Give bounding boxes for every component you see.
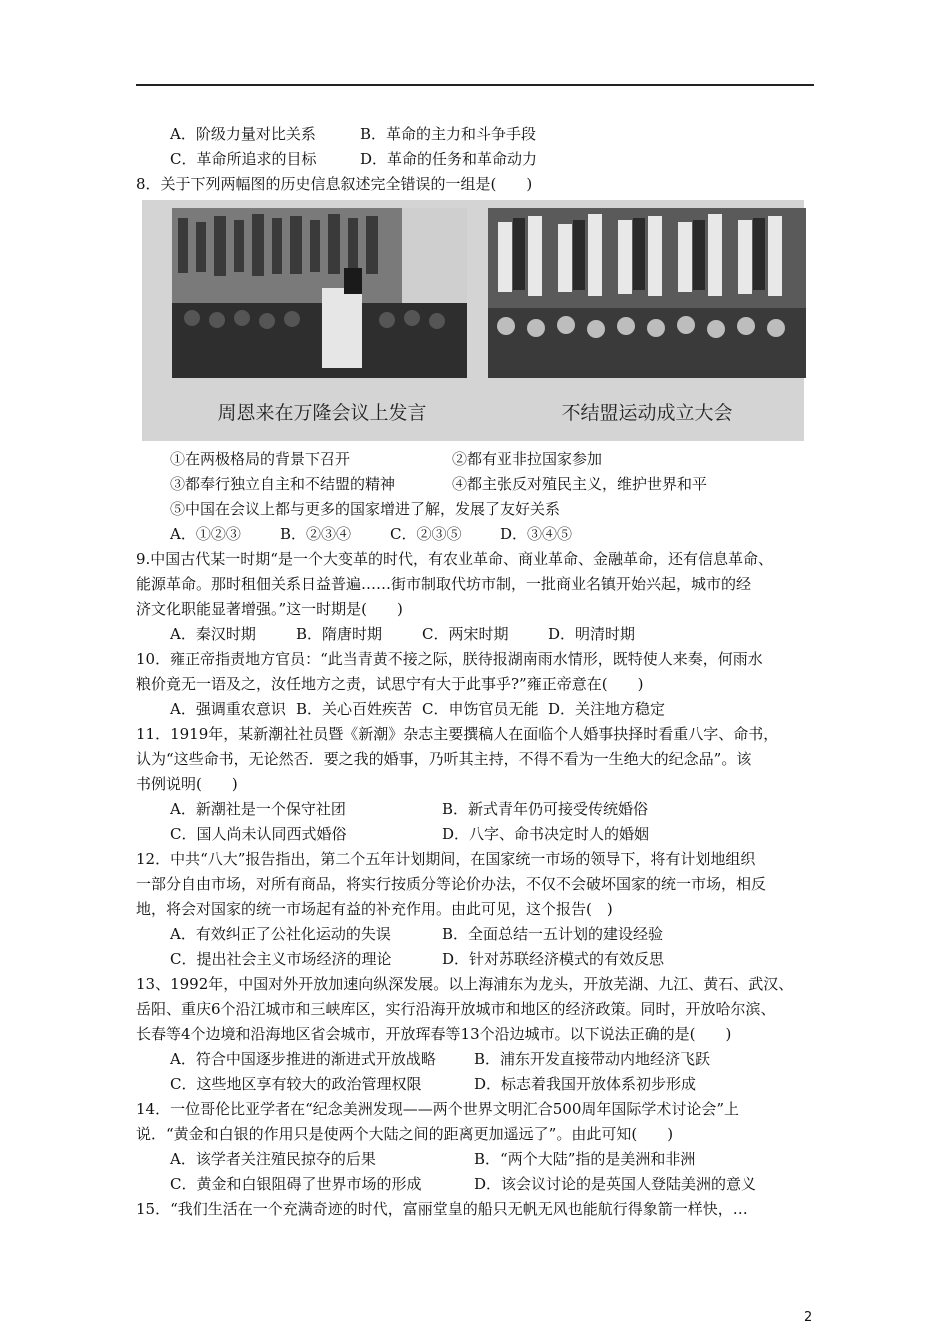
q14-options-row-2 — [136, 1172, 826, 1197]
q7-option-b[interactable]: B．革命的主力和斗争手段 — [360, 125, 537, 143]
q12-option-a[interactable]: A．有效纠正了公社化运动的失误 — [170, 925, 391, 943]
q7-option-c[interactable]: C．革命所追求的目标 — [170, 150, 317, 168]
q11-options-row-1 — [136, 797, 826, 822]
q12-option-d[interactable]: D．针对苏联经济模式的有效反思 — [442, 950, 665, 968]
q10-option-b[interactable]: B．关心百姓疾苦 — [296, 700, 413, 718]
q9-options — [136, 622, 826, 647]
header-rule — [136, 84, 814, 86]
q11-stem-line: 书例说明( ) — [136, 775, 238, 793]
q13-option-d[interactable]: D．标志着我国开放体系初步形成 — [474, 1075, 697, 1093]
q12-options-row-1 — [136, 922, 826, 947]
q8-figure — [136, 200, 826, 441]
q12-stem-line: 12．中共“八大”报告指出，第二个五年计划期间，在国家统一市场的领导下，将有计划地组织 — [136, 850, 756, 868]
right-photo-caption: 不结盟运动成立大会 — [561, 402, 733, 424]
q9-option-b[interactable]: B．隋唐时期 — [296, 625, 383, 643]
q9-stem-line: 能源革命。那时租佃关系日益普遍……街市制取代坊市制，一批商业名镇开始兴起，城市的经 — [136, 575, 752, 593]
q11-options-row-2 — [136, 822, 826, 847]
q10-stem-line: 粮价竟无一语及之，汝任地方之责，试思宁有大于此事乎?”雍正帝意在( ) — [136, 675, 644, 693]
q11-option-c[interactable]: C．国人尚未认同西式婚俗 — [170, 825, 347, 843]
q15-stem-line: 15．“我们生活在一个充满奇迹的时代，富丽堂皇的船只无帆无风也能航行得象箭一样快，… — [136, 1200, 748, 1218]
q8-option-c[interactable]: C．②③⑤ — [390, 525, 462, 543]
q13-option-a[interactable]: A．符合中国逐步推进的渐进式开放战略 — [170, 1050, 436, 1068]
q14-options-row-1 — [136, 1147, 826, 1172]
q8-statement: ①在两极格局的背景下召开 — [170, 450, 351, 468]
q8-option-d[interactable]: D．③④⑤ — [500, 525, 573, 543]
q13-stem-line: 13、1992年，中国对外开放加速向纵深发展。以上海浦东为龙头，开放芜湖、九江、黄石、武汉、 — [136, 975, 794, 993]
q8-options — [136, 522, 826, 547]
q11-stem-line: 认为“这些命书，无论然否．要之我的婚事，乃听其主持，不得不看为一生绝大的纪念品”。该 — [136, 750, 752, 768]
q14-option-d[interactable]: D．该会议讨论的是英国人登陆美洲的意义 — [474, 1175, 757, 1193]
q10-option-a[interactable]: A．强调重农意识 — [170, 700, 286, 718]
q10-options — [136, 697, 826, 722]
q13-options-row-1 — [136, 1047, 826, 1072]
q8-statement: ⑤中国在会议上都与更多的国家增进了解，发展了友好关系 — [170, 500, 561, 518]
q9-option-d[interactable]: D．明清时期 — [548, 625, 636, 643]
q8-statement: ④都主张反对殖民主义，维护世界和平 — [452, 475, 708, 493]
q11-option-b[interactable]: B．新式青年仍可接受传统婚俗 — [442, 800, 649, 818]
q10-option-c[interactable]: C．申饬官员无能 — [422, 700, 539, 718]
q14-option-a[interactable]: A．该学者关注殖民掠夺的后果 — [170, 1150, 376, 1168]
q8-option-b[interactable]: B．②③④ — [280, 525, 352, 543]
non-aligned-photo — [488, 208, 806, 378]
q8-statement: ③都奉行独立自主和不结盟的精神 — [170, 475, 396, 493]
q9-stem-line: 9.中国古代某一时期“是一个大变革的时代，有农业革命、商业革命、金融革命，还有信息革命、 — [136, 550, 773, 568]
q14-option-b[interactable]: B．“两个大陆”指的是美洲和非洲 — [474, 1150, 696, 1168]
q13-options-row-2 — [136, 1072, 826, 1097]
q10-option-d[interactable]: D．关注地方稳定 — [548, 700, 666, 718]
q12-options-row-2 — [136, 947, 826, 972]
q8-option-a[interactable]: A．①②③ — [170, 525, 241, 543]
q12-stem-line: 一部分自由市场，对所有商品，将实行按质分等论价办法，不仅不会破坏国家的统一市场，相反 — [136, 875, 767, 893]
q11-option-a[interactable]: A．新潮社是一个保守社团 — [170, 800, 346, 818]
q13-option-c[interactable]: C．这些地区享有较大的政治管理权限 — [170, 1075, 422, 1093]
q14-option-c[interactable]: C．黄金和白银阻碍了世界市场的形成 — [170, 1175, 422, 1193]
q12-stem-line: 地，将会对国家的统一市场起有益的补充作用。由此可见，这个报告( ) — [136, 900, 613, 918]
q13-stem-line: 长春等4个边境和沿海地区省会城市，开放珲春等13个沿边城市。以下说法正确的是( ) — [136, 1025, 732, 1043]
q8-statements-row-2 — [136, 472, 826, 497]
q12-option-b[interactable]: B．全面总结一五计划的建设经验 — [442, 925, 664, 943]
q7-options-row-1 — [136, 122, 826, 147]
q8-statement: ②都有亚非拉国家参加 — [452, 450, 603, 468]
q13-option-b[interactable]: B．浦东开发直接带动内地经济飞跃 — [474, 1050, 711, 1068]
q7-option-a[interactable]: A．阶级力量对比关系 — [170, 125, 316, 143]
q9-option-c[interactable]: C．两宋时期 — [422, 625, 509, 643]
q14-stem-line: 说．“黄金和白银的作用只是使两个大陆之间的距离更加遥远了”。由此可知( ) — [136, 1125, 674, 1143]
q9-stem-line: 济文化职能显著增强。”这一时期是( ) — [136, 600, 403, 618]
q14-stem-line: 14．一位哥伦比亚学者在“纪念美洲发现——两个世界文明汇合500周年国际学术讨论会”上 — [136, 1100, 740, 1118]
q8-stem: 8．关于下列两幅图的历史信息叙述完全错误的一组是( ) — [136, 175, 533, 193]
q9-option-a[interactable]: A．秦汉时期 — [170, 625, 256, 643]
q12-option-c[interactable]: C．提出社会主义市场经济的理论 — [170, 950, 392, 968]
q11-option-d[interactable]: D．八字、命书决定时人的婚姻 — [442, 825, 650, 843]
q7-options-row-2 — [136, 147, 826, 172]
q7-option-d[interactable]: D．革命的任务和革命动力 — [360, 150, 538, 168]
left-photo-caption: 周恩来在万隆会议上发言 — [217, 402, 427, 424]
q13-stem-line: 岳阳、重庆6个沿江城市和三峡库区，实行沿海开放城市和地区的经济政策。同时，开放哈尔滨、 — [136, 1000, 776, 1018]
bandung-photo — [172, 208, 467, 378]
q10-stem-line: 10．雍正帝指责地方官员：“此当青黄不接之际，朕待报湖南雨水情形，既特使人来奏，何雨水 — [136, 650, 763, 668]
q8-statements-row-1 — [136, 447, 826, 472]
q11-stem-line: 11．1919年，某新潮社社员暨《新潮》杂志主要撰稿人在面临个人婚事抉择时看重八字、命书， — [136, 725, 779, 743]
page-number: 2 — [804, 1310, 813, 1325]
exam-content — [136, 122, 826, 1222]
